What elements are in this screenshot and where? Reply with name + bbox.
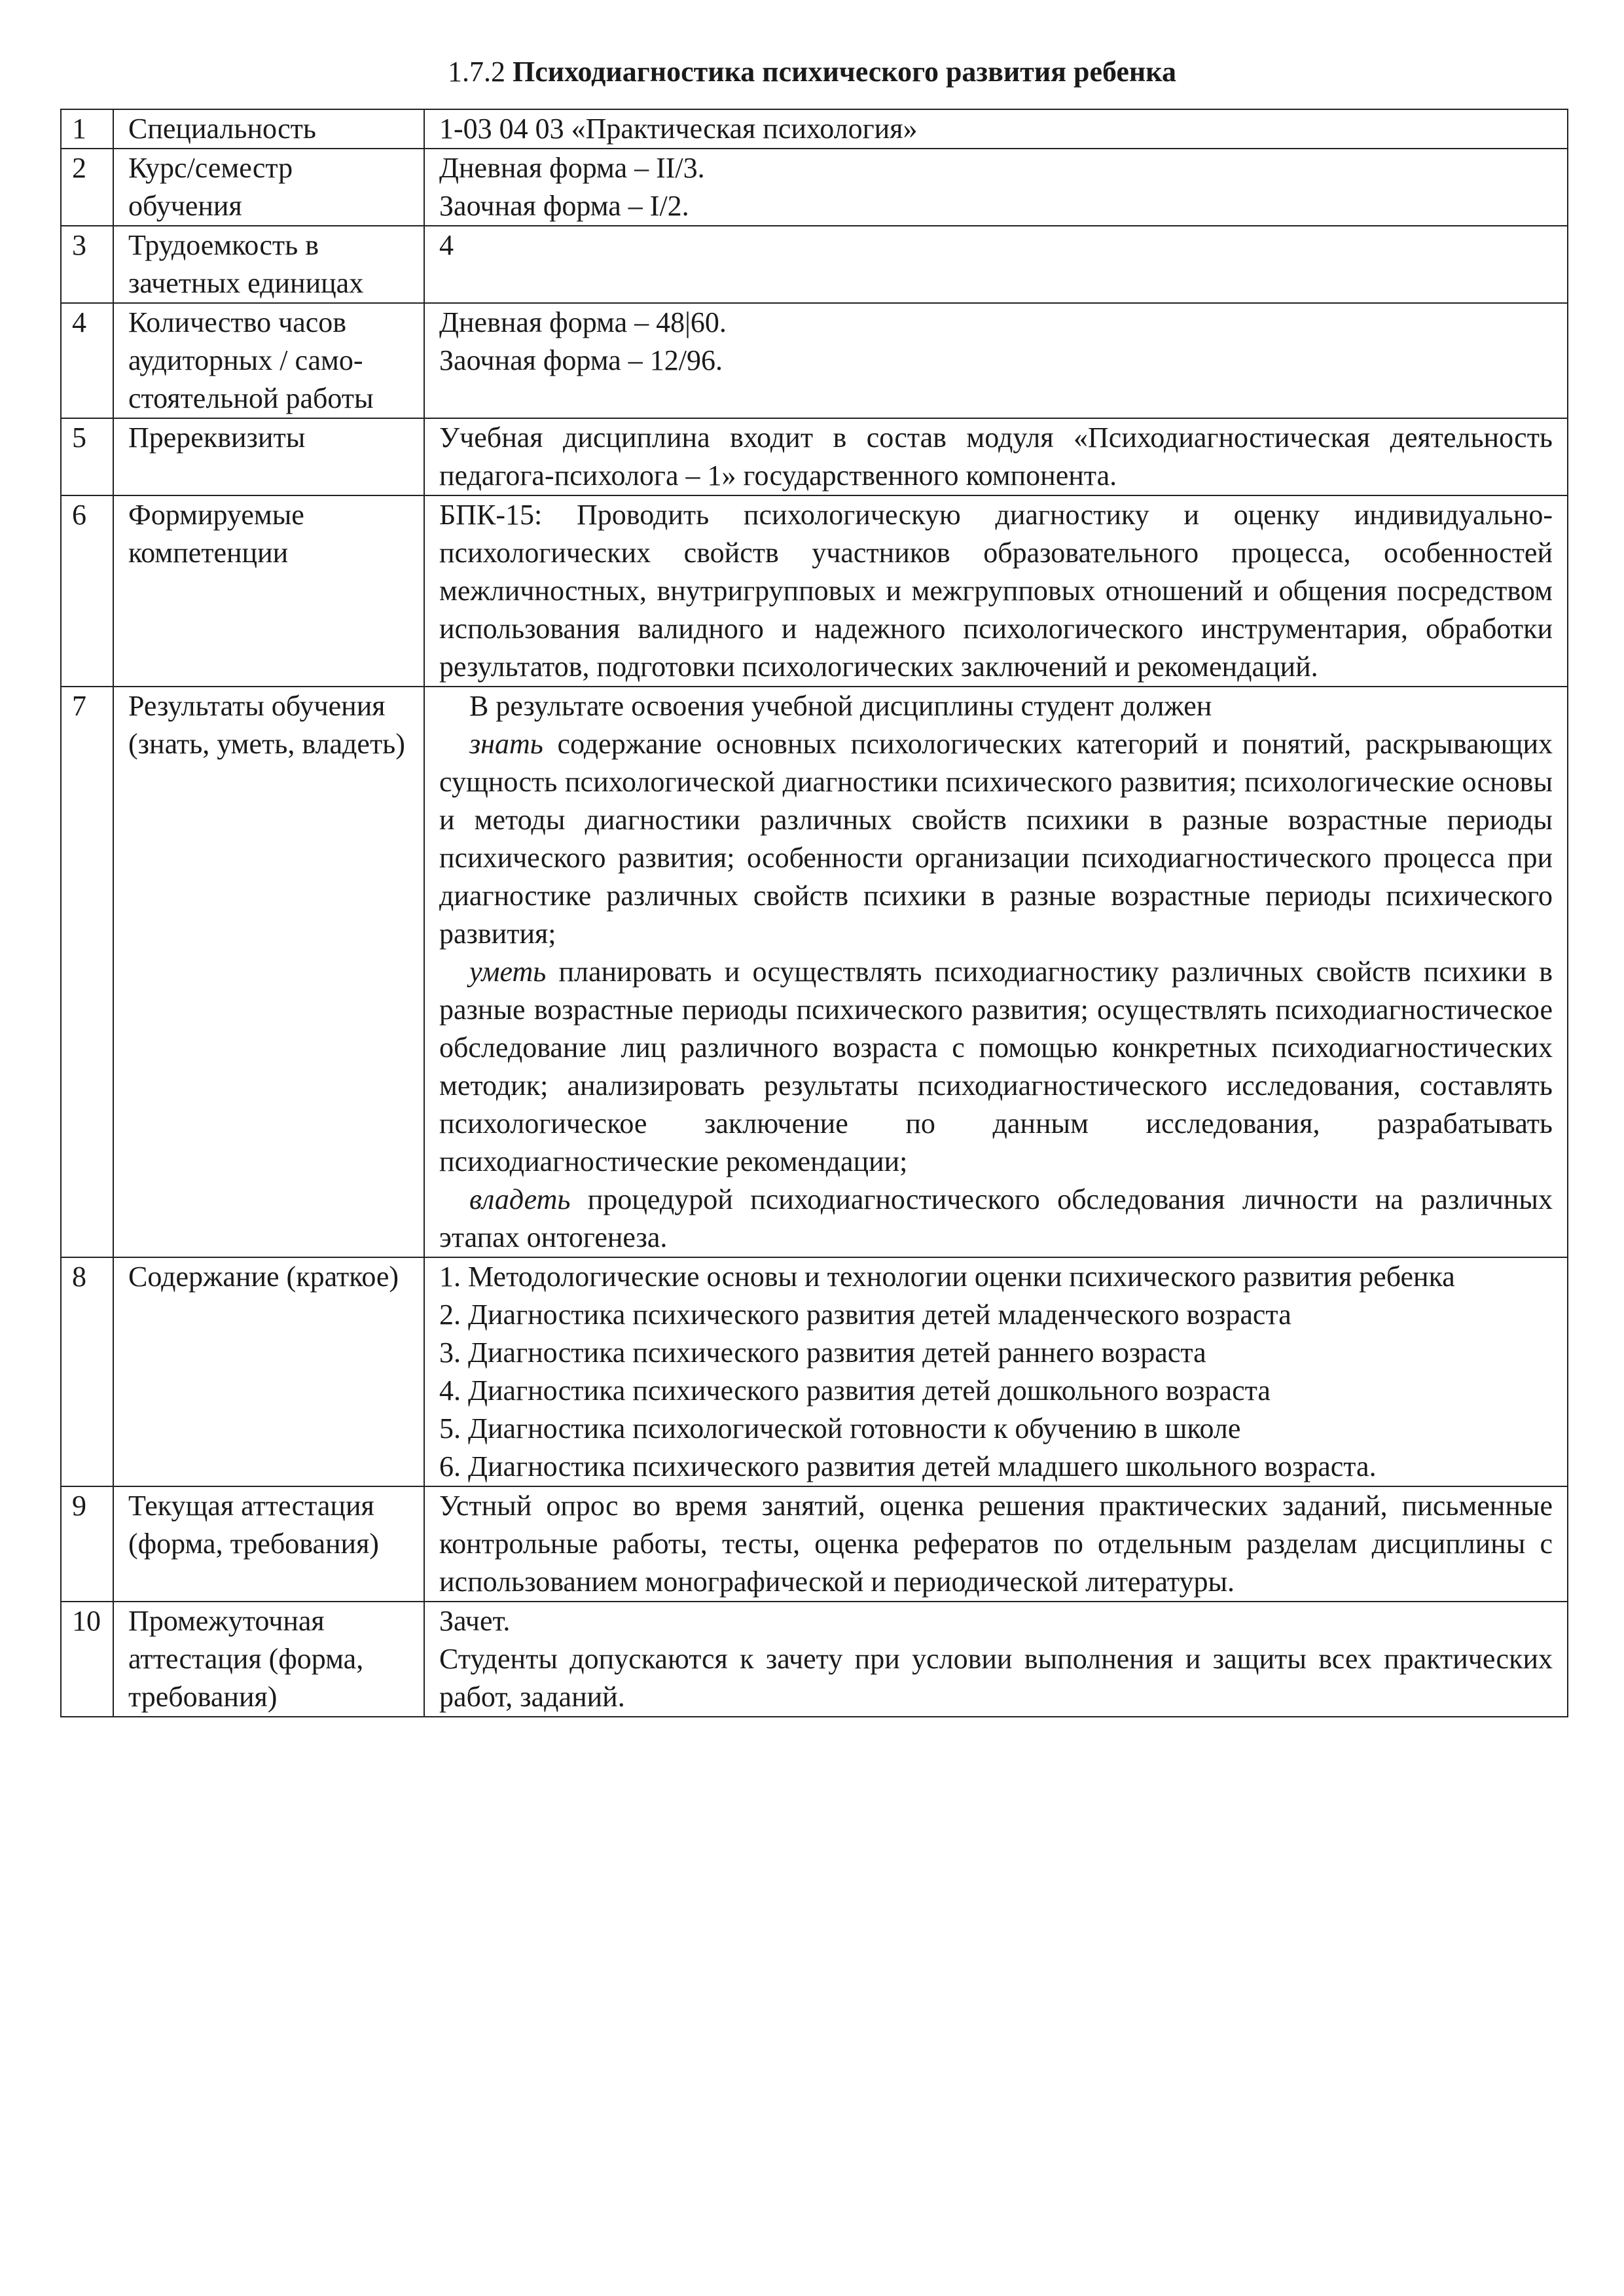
row-value [424,1257,1568,1486]
row-number: 2 [61,149,113,226]
outcome-own [439,1181,1553,1257]
row-value [424,687,1568,1257]
value-line: Дневная форма – 48|60. [439,306,727,338]
list-item: 1. Методологические основы и технологии оценки психического развития ребенка [439,1261,1455,1293]
row-value: Устный опрос во время занятий, оценка решения практических заданий, письменные контрольные работы, тесты, оценка рефератов по отдельным разделам дисциплины с использованием монографической и периодической литературы. [424,1486,1568,1602]
row-label: Текущая аттестация (форма, требования) [113,1486,424,1602]
table-row [61,1602,1568,1717]
table-row [61,226,1568,303]
row-number: 9 [61,1486,113,1602]
row-value: БПК-15: Проводить психологическую диагностику и оценку индивидуально-психологических свойств участников образовательного процесса, особенностей межличностных, внутригрупповых и межгрупповых отношений и общения посредством использования валидного и надежного психологического инструментария, обработки результатов, подготовки психологических заключений и рекомендаций. [424,495,1568,687]
outcome-can [439,953,1553,1181]
table-row [61,418,1568,495]
table-row [61,303,1568,418]
table-row [61,109,1568,149]
list-item: 5. Диагностика психологической готовности к обучению в школе [439,1412,1241,1444]
row-value: Учебная дисциплина входит в состав модуля «Психодиагностическая деятельность педагога-психолога – 1» государственного компонента. [424,418,1568,495]
value-line: Дневная форма – II/3. [439,152,705,184]
list-item: 2. Диагностика психического развития детей младенческого возраста [439,1299,1291,1331]
know-text: содержание основных психологических категорий и понятий, раскрывающих сущность психологической диагностики психического развития; психологические основы и методы диагностики различных свойств психики в разные возрастные периоды психического развития; особенности организации психодиагностического процесса при диагностике различных свойств психики в разные возрастные периоды психического развития; [439,728,1553,950]
row-label: Трудоемкость в зачетных единицах [113,226,424,303]
table-row [61,1257,1568,1486]
table-row [61,495,1568,687]
term-own: владеть [469,1183,571,1215]
table-row [61,687,1568,1257]
value-line: Заочная форма – 12/96. [439,344,723,376]
own-text: процедурой психодиагностического обследования личности на различных этапах онтогенеза. [439,1183,1553,1253]
row-label: Промежуточная аттестация (форма, требования) [113,1602,424,1717]
row-label: Пререквизиты [113,418,424,495]
row-number: 4 [61,303,113,418]
can-text: планировать и осуществлять психодиагностику различных свойств психики в разные возрастные периоды психического развития; осуществлять психодиагностическое обследование лиц различного возраста с помощью конкретных психодиагностических методик; анализировать результаты психодиагностического исследования, составлять психологическое заключение по данным исследования, разрабатывать психодиагностические рекомендации; [439,956,1553,1177]
term-know: знать [469,728,543,760]
term-can: уметь [469,956,547,988]
value-line: 4 [439,229,454,261]
section-number: 1.7.2 [448,56,506,88]
table-row [61,1486,1568,1602]
value-line: Зачет. [439,1605,511,1637]
row-value [424,149,1568,226]
row-label: Формируемые компетенции [113,495,424,687]
row-value [424,303,1568,418]
learning-outcomes-intro: В результате освоения учебной дисциплины студент должен [469,690,1212,722]
row-label: Курс/семестр обучения [113,149,424,226]
row-number: 3 [61,226,113,303]
row-number: 10 [61,1602,113,1717]
table-row [61,149,1568,226]
section-heading: Психодиагностика психического развития ребенка [513,56,1176,88]
row-label: Содержание (краткое) [113,1257,424,1486]
row-number: 6 [61,495,113,687]
row-value [424,1602,1568,1717]
value-line: 1-03 04 03 «Практическая психология» [439,113,918,145]
row-label: Количество часов аудиторных / само-стоятельной работы [113,303,424,418]
section-title [0,52,1624,92]
list-item: 6. Диагностика психического развития детей младшего школьного возраста. [439,1450,1377,1482]
row-label: Специальность [113,109,424,149]
row-value [424,226,1568,303]
row-number: 5 [61,418,113,495]
row-number: 8 [61,1257,113,1486]
row-label: Результаты обучения (знать, уметь, владеть) [113,687,424,1257]
value-line: Заочная форма – I/2. [439,190,689,222]
syllabus-table [60,109,1568,1717]
list-item: 4. Диагностика психического развития детей дошкольного возраста [439,1374,1271,1407]
row-number: 1 [61,109,113,149]
row-number: 7 [61,687,113,1257]
row-value [424,109,1568,149]
value-line: Студенты допускаются к зачету при условии выполнения и защиты всех практических работ, заданий. [439,1643,1553,1713]
outcome-know [439,725,1553,953]
list-item: 3. Диагностика психического развития детей раннего возраста [439,1336,1206,1369]
